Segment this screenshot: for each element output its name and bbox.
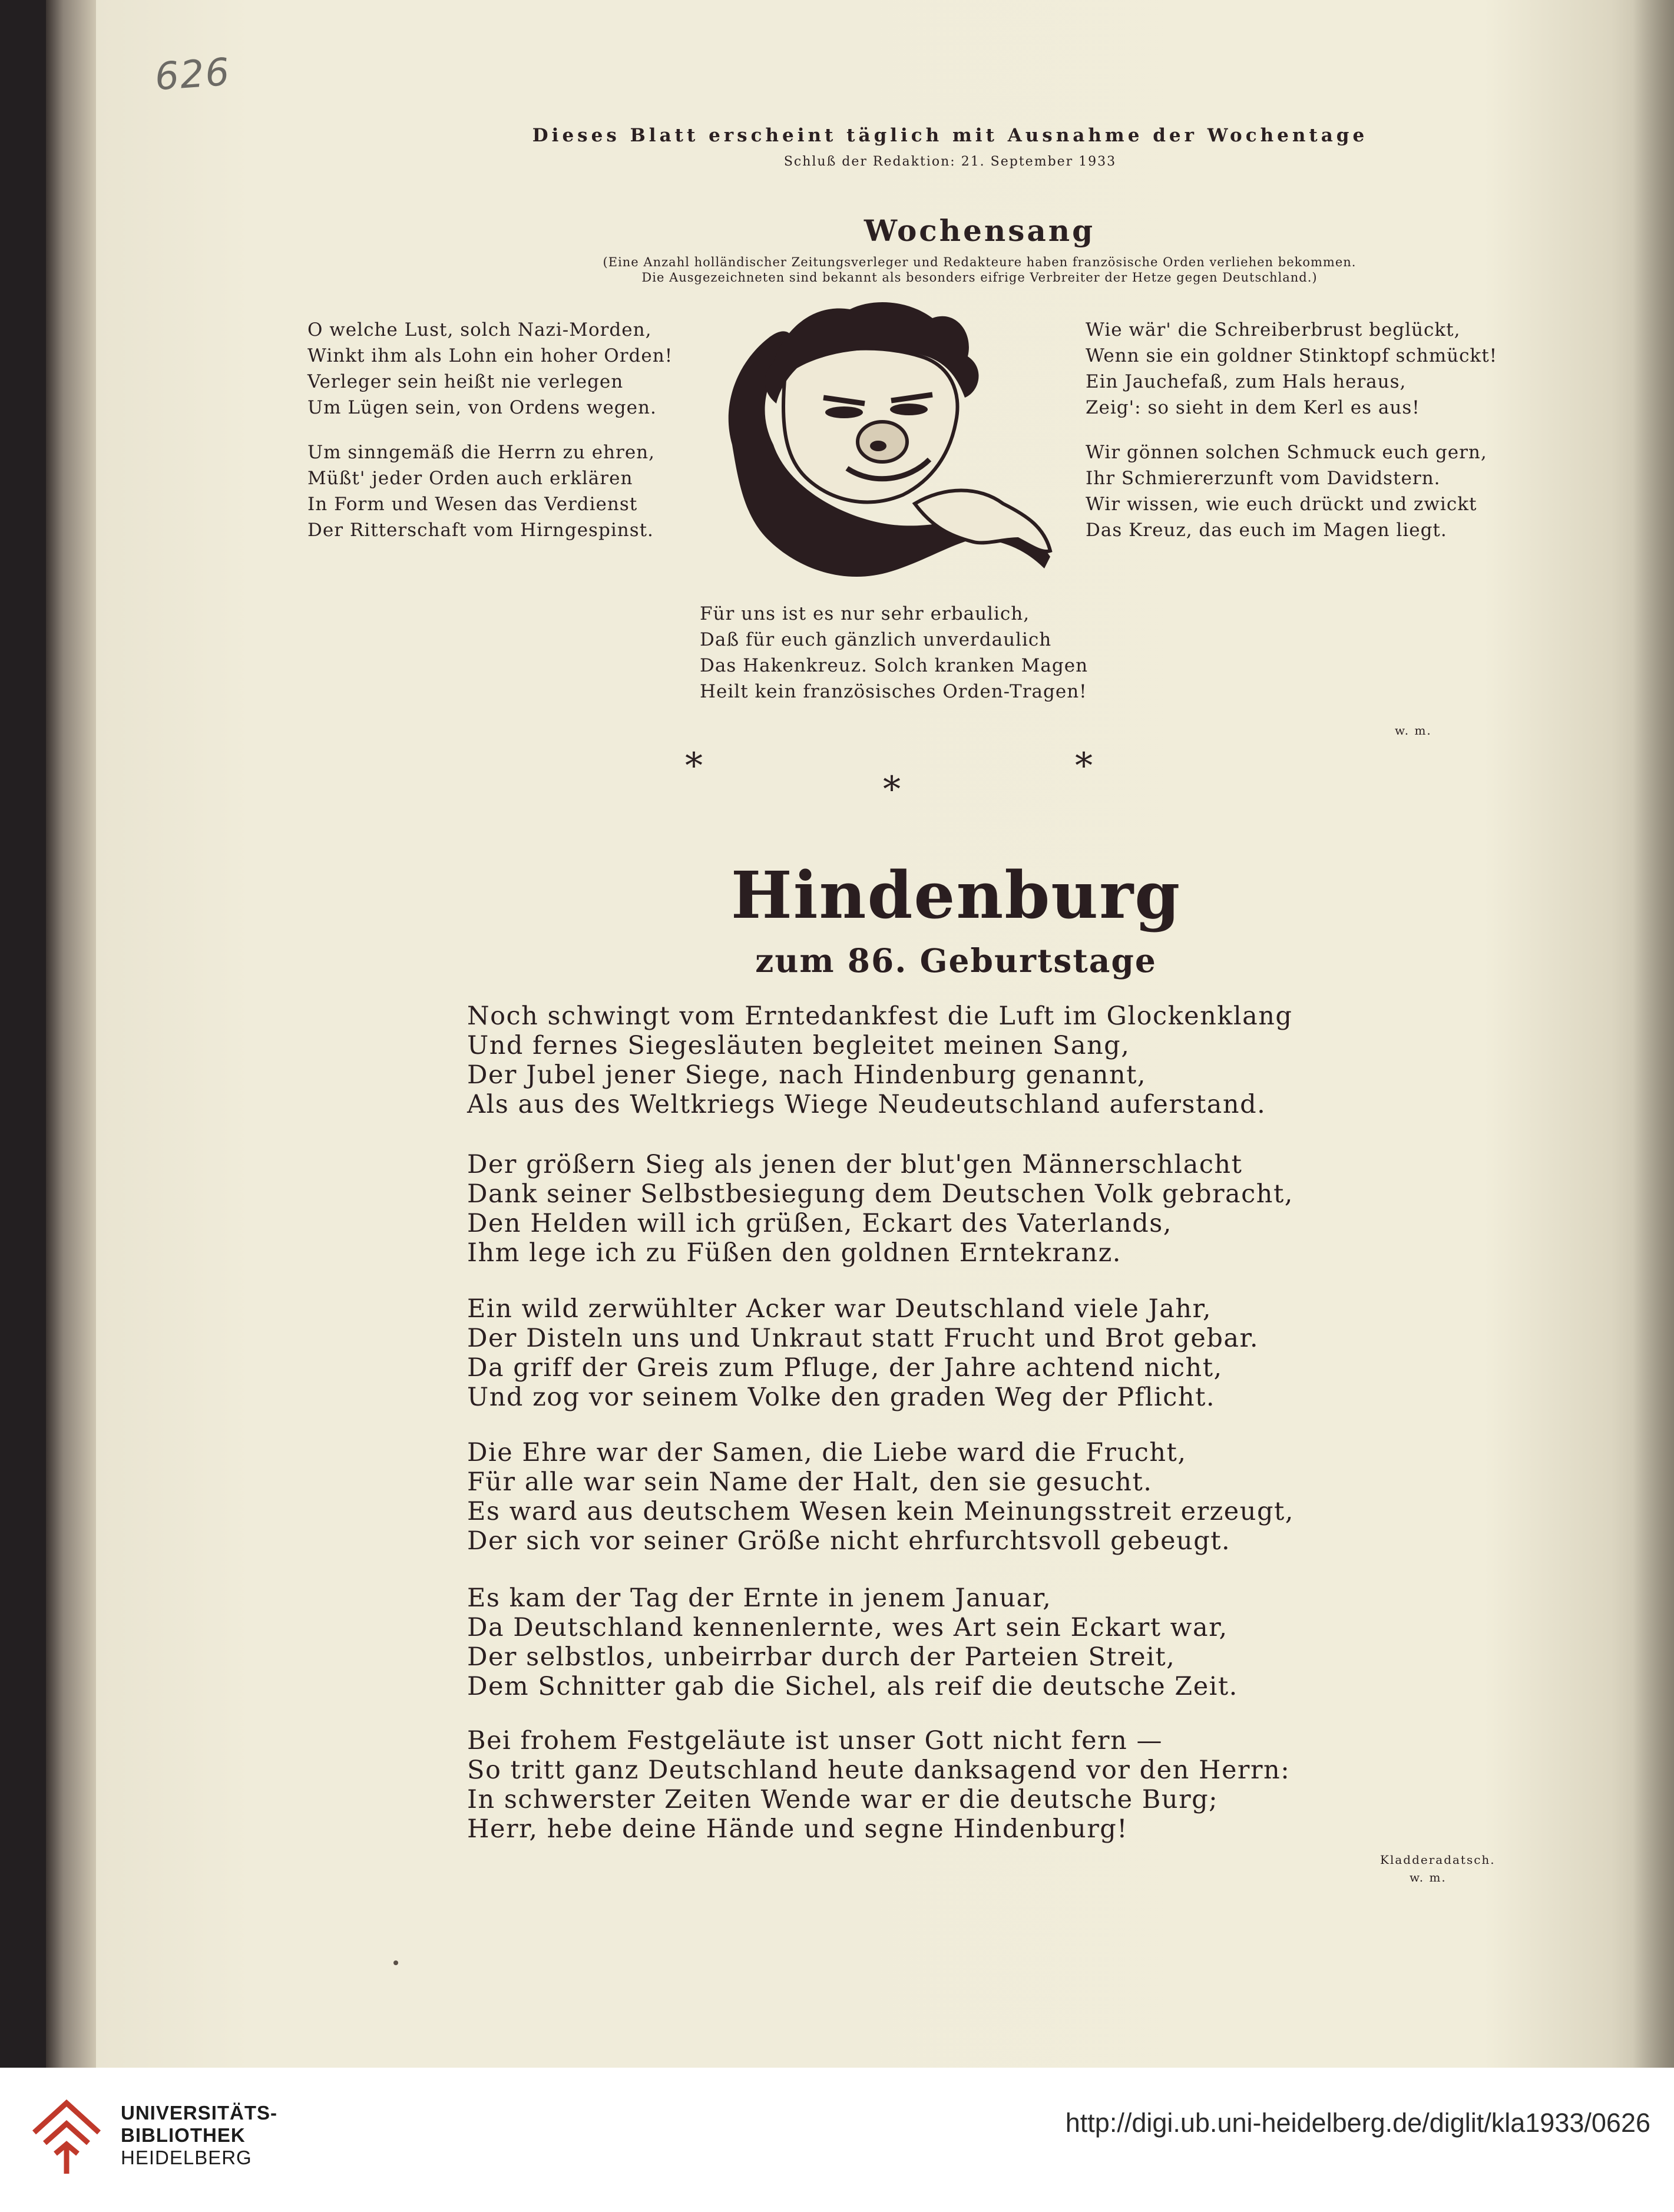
verse-line: Und zog vor seinem Volke den graden Weg der Pflicht. [467, 1383, 1216, 1412]
publication-note: Dieses Blatt erscheint täglich mit Ausnahme der Wochentage [532, 125, 1368, 146]
hindenburg-subtitle: zum 86. Geburtstage [755, 941, 1157, 980]
verse-line: Müßt' jeder Orden auch erklären [307, 468, 633, 489]
wochensang-stanza-left-1 [307, 317, 673, 421]
verse-line: Der größern Sieg als jenen der blut'gen Männerschlacht [467, 1150, 1243, 1179]
source-attribution: Kladderadatsch. [1380, 1853, 1496, 1867]
library-name-line: HEIDELBERG [121, 2147, 252, 2168]
hindenburg-stanza-6 [467, 1726, 1290, 1844]
verse-line: O welche Lust, solch Nazi-Morden, [307, 319, 652, 340]
wochensang-subtitle-line: (Eine Anzahl holländischer Zeitungsverleger und Redakteure haben französische Orden verliehen bekommen. [603, 255, 1357, 269]
verse-line: Dank seiner Selbstbesiegung dem Deutschen Volk gebracht, [467, 1179, 1293, 1209]
verse-line: Der sich vor seiner Größe nicht ehrfurchtsvoll gebeugt. [467, 1526, 1231, 1556]
verse-line: Das Hakenkreuz. Solch kranken Magen [700, 655, 1089, 676]
verse-line: Wenn sie ein goldner Stinktopf schmückt! [1086, 345, 1498, 366]
separator-asterisk: * [685, 745, 703, 786]
verse-line: Der selbstlos, unbeirrbar durch der Parteien Streit, [467, 1642, 1176, 1672]
verse-line: Verleger sein heißt nie verlegen [307, 371, 624, 392]
book-binding [0, 0, 46, 2068]
verse-line: Die Ehre war der Samen, die Liebe ward die Frucht, [467, 1438, 1187, 1467]
verse-line: Bei frohem Festgeläute ist unser Gott nicht fern — [467, 1726, 1163, 1755]
binding-edge [46, 0, 96, 2068]
library-name-line: BIBLIOTHEK [121, 2124, 246, 2146]
separator-asterisk: * [883, 769, 901, 810]
verse-line: Ein wild zerwühlter Acker war Deutschland viele Jahr, [467, 1294, 1212, 1324]
verse-line: Das Kreuz, das euch im Magen liegt. [1086, 520, 1447, 541]
verse-line: Daß für euch gänzlich unverdaulich [700, 629, 1052, 650]
editorial-deadline: Schluß der Redaktion: 21. September 1933 [783, 154, 1117, 169]
heidelberg-library-logo[interactable] [22, 2091, 111, 2180]
hindenburg-signature: w. m. [1410, 1870, 1447, 1884]
verse-line: Wir gönnen solchen Schmuck euch gern, [1086, 442, 1487, 463]
permalink-url[interactable]: http://digi.ub.uni-heidelberg.de/diglit/kla1933/0626 [1065, 2108, 1650, 2138]
hindenburg-title: Hindenburg [730, 857, 1182, 933]
page-curl-shadow [1633, 0, 1674, 2068]
hindenburg-stanza-2 [467, 1150, 1293, 1268]
verse-line: Ihr Schmiererzunft vom Davidstern. [1086, 468, 1441, 489]
wochensang-stanza-right-2 [1086, 439, 1487, 543]
verse-line: In Form und Wesen das Verdienst [307, 494, 638, 515]
verse-line: Der Disteln uns und Unkraut statt Frucht und Brot gebar. [467, 1324, 1259, 1353]
wochensang-stanza-middle [700, 601, 1088, 705]
hindenburg-stanza-4 [467, 1438, 1294, 1556]
caricature-illustration [697, 292, 1056, 592]
verse-line: Um Lügen sein, von Ordens wegen. [307, 397, 657, 418]
pencil-page-number: 626 [153, 50, 232, 100]
verse-line: Herr, hebe deine Hände und segne Hindenburg! [467, 1814, 1129, 1844]
wochensang-signature: w. m. [1395, 723, 1432, 738]
verse-line: Es ward aus deutschem Wesen kein Meinungsstreit erzeugt, [467, 1497, 1294, 1526]
verse-line: Wir wissen, wie euch drückt und zwickt [1086, 494, 1477, 515]
verse-line: Als aus des Weltkriegs Wiege Neudeutschland auferstand. [467, 1090, 1266, 1119]
verse-line: Zeig': so sieht in dem Kerl es aus! [1086, 397, 1420, 418]
scanned-page [96, 0, 1674, 2068]
verse-line: Winkt ihm als Lohn ein hoher Orden! [307, 345, 673, 366]
wochensang-stanza-right-1 [1086, 317, 1497, 421]
library-name[interactable] [121, 2102, 277, 2169]
verse-line: Noch schwingt vom Erntedankfest die Luft im Glockenklang [467, 1001, 1293, 1031]
verse-line: Der Ritterschaft vom Hirngespinst. [307, 520, 654, 541]
verse-line: Um sinngemäß die Herrn zu ehren, [307, 442, 655, 463]
verse-line: Es kam der Tag der Ernte in jenem Januar, [467, 1583, 1052, 1613]
verse-line: Heilt kein französisches Orden-Tragen! [700, 681, 1087, 702]
verse-line: Und fernes Siegesläuten begleitet meinen Sang, [467, 1031, 1130, 1060]
verse-line: Dem Schnitter gab die Sichel, als reif die deutsche Zeit. [467, 1672, 1238, 1701]
verse-line: Für uns ist es nur sehr erbaulich, [700, 603, 1030, 624]
paper-speck [393, 1960, 398, 1965]
library-name-line: UNIVERSITÄTS- [121, 2102, 278, 2124]
hindenburg-stanza-3 [467, 1294, 1259, 1412]
verse-line: Wie wär' die Schreiberbrust beglückt, [1086, 319, 1461, 340]
verse-line: Ein Jauchefaß, zum Hals heraus, [1086, 371, 1407, 392]
verse-line: Für alle war sein Name der Halt, den sie gesucht. [467, 1467, 1153, 1497]
verse-line: Da griff der Greis zum Pfluge, der Jahre achtend nicht, [467, 1353, 1223, 1383]
hindenburg-stanza-5 [467, 1583, 1238, 1701]
verse-line: In schwerster Zeiten Wende war er die deutsche Burg; [467, 1785, 1219, 1814]
wochensang-title: Wochensang [864, 213, 1096, 248]
wochensang-subtitle-line: Die Ausgezeichneten sind bekannt als besonders eifrige Verbreiter der Hetze gegen Deutschland.) [641, 270, 1318, 285]
hindenburg-stanza-1 [467, 1001, 1292, 1119]
wochensang-stanza-left-2 [307, 439, 655, 543]
wochensang-subtitle [508, 254, 1451, 285]
verse-line: So tritt ganz Deutschland heute danksagend vor den Herrn: [467, 1755, 1291, 1785]
verse-line: Der Jubel jener Siege, nach Hindenburg genannt, [467, 1060, 1147, 1090]
verse-line: Ihm lege ich zu Füßen den goldnen Erntekranz. [467, 1238, 1121, 1268]
verse-line: Den Helden will ich grüßen, Eckart des Vaterlands, [467, 1209, 1172, 1238]
separator-asterisk: * [1075, 745, 1093, 786]
verse-line: Da Deutschland kennenlernte, wes Art sein Eckart war, [467, 1613, 1228, 1642]
